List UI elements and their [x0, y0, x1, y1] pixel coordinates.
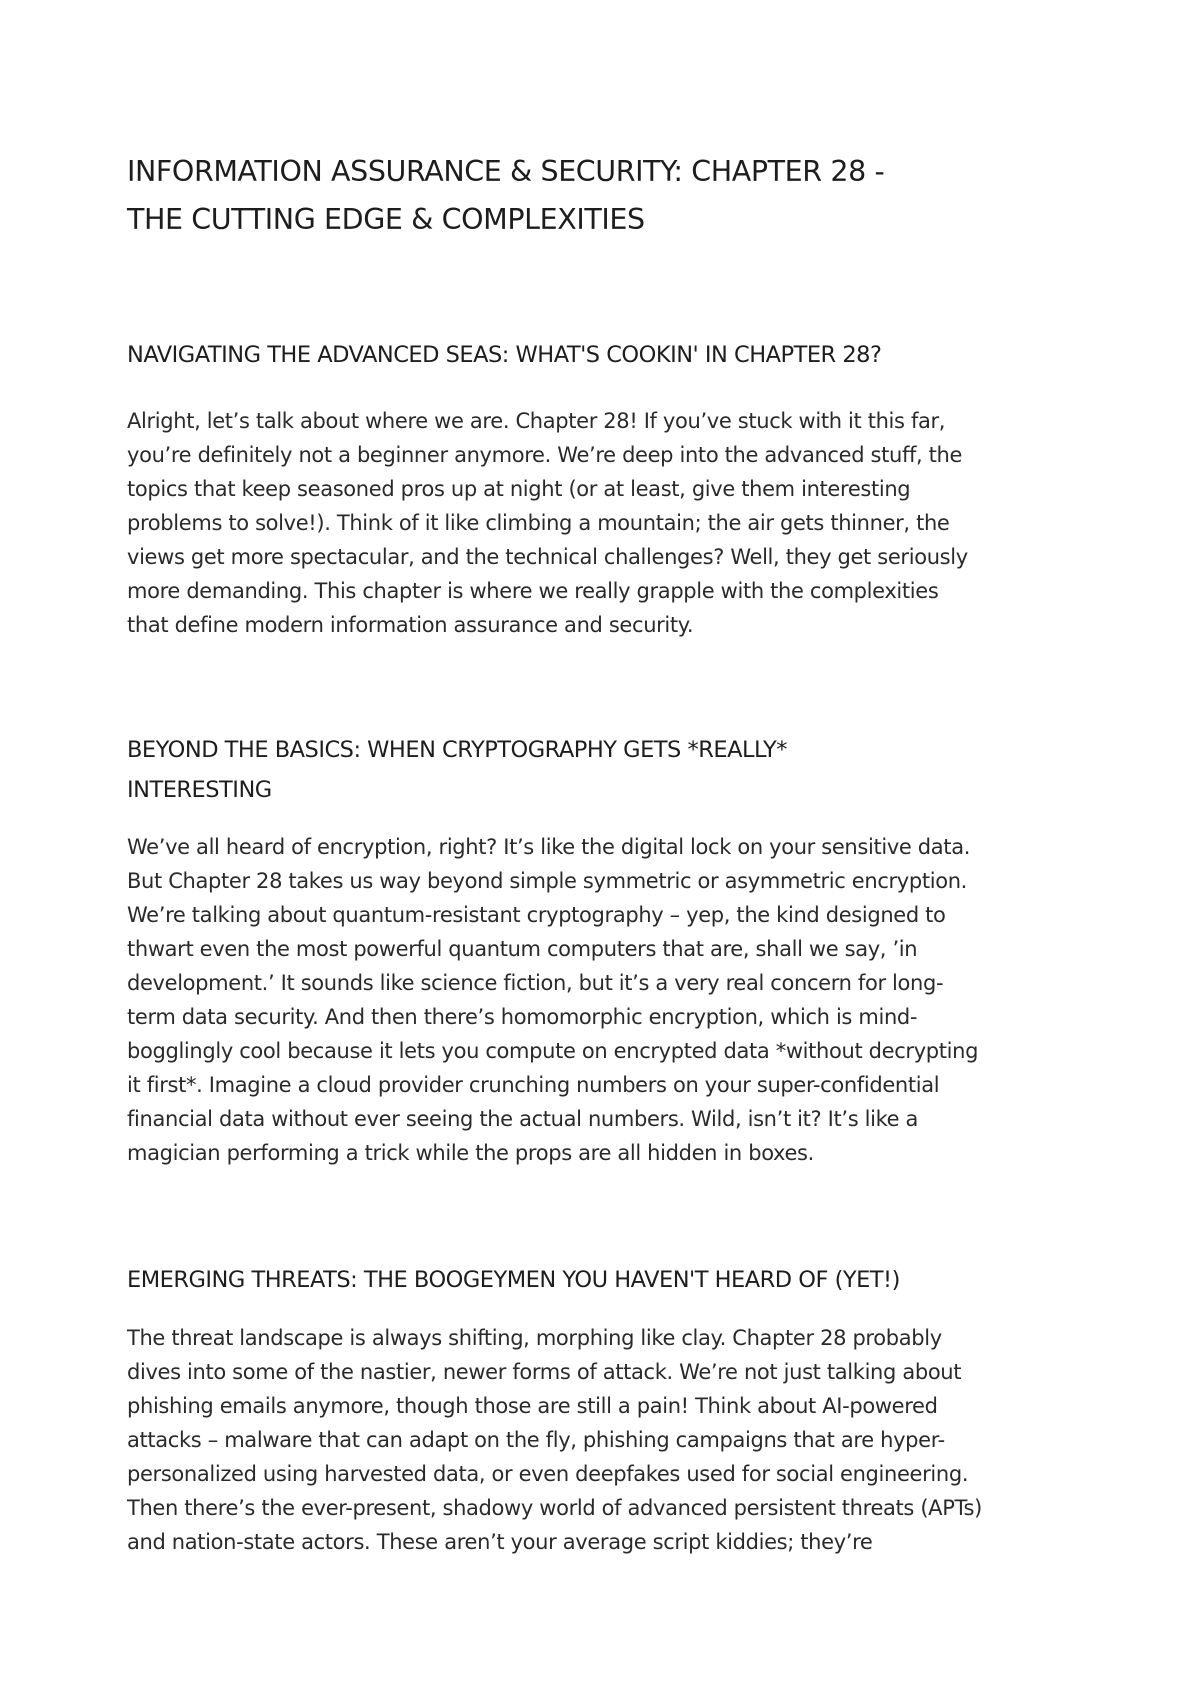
page-title — [127, 148, 1080, 244]
section-heading-line-2: INTERESTING — [127, 777, 272, 803]
paragraph-line: financial data without ever seeing the actual numbers. Wild, isn’t it? It’s like a — [127, 1107, 919, 1131]
paragraph-line: and nation-state actors. These aren’t your average script kiddies; they’re — [127, 1530, 873, 1554]
paragraph-line: problems to solve!). Think of it like climbing a mountain; the air gets thinner, the — [127, 511, 950, 535]
paragraph-line: attacks – malware that can adapt on the fly, phishing campaigns that are hyper- — [127, 1428, 945, 1452]
paragraph-line: more demanding. This chapter is where we really grapple with the complexities — [127, 579, 939, 603]
paragraph-line: dives into some of the nastier, newer forms of attack. We’re not just talking about — [127, 1360, 962, 1384]
paragraph-emerging-threats — [127, 1321, 1080, 1559]
section-heading-emerging-threats: EMERGING THREATS: THE BOOGEYMEN YOU HAVEN'T HEARD OF (YET!) — [127, 1267, 900, 1293]
paragraph-line: We’ve all heard of encryption, right? It’s like the digital lock on your sensitive data. — [127, 835, 971, 859]
paragraph-line: term data security. And then there’s homomorphic encryption, which is mind- — [127, 1005, 918, 1029]
paragraph-line: it first*. Imagine a cloud provider crunching numbers on your super-confidential — [127, 1073, 940, 1097]
paragraph-line: magician performing a trick while the props are all hidden in boxes. — [127, 1141, 814, 1165]
paragraph-line: views get more spectacular, and the technical challenges? Well, they get seriously — [127, 545, 968, 569]
paragraph-line: phishing emails anymore, though those are still a pain! Think about AI-powered — [127, 1394, 938, 1418]
paragraph-line: But Chapter 28 takes us way beyond simple symmetric or asymmetric encryption. — [127, 869, 968, 893]
section-heading-cryptography — [127, 730, 1080, 810]
paragraph-line: that define modern information assurance and security. — [127, 613, 694, 637]
paragraph-line: We’re talking about quantum-resistant cryptography – yep, the kind designed to — [127, 903, 946, 927]
paragraph-navigating — [127, 404, 1080, 642]
paragraph-line: you’re definitely not a beginner anymore. We’re deep into the advanced stuff, the — [127, 443, 963, 467]
paragraph-line: development.’ It sounds like science fiction, but it’s a very real concern for long- — [127, 971, 944, 995]
paragraph-line: The threat landscape is always shifting, morphing like clay. Chapter 28 probably — [127, 1326, 942, 1350]
paragraph-line: topics that keep seasoned pros up at night (or at least, give them interesting — [127, 477, 911, 501]
section-heading-navigating: NAVIGATING THE ADVANCED SEAS: WHAT'S COOKIN' IN CHAPTER 28? — [127, 342, 882, 368]
paragraph-cryptography — [127, 830, 1080, 1170]
paragraph-line: thwart even the most powerful quantum computers that are, shall we say, ’in — [127, 937, 918, 961]
page-title-line-2: THE CUTTING EDGE & COMPLEXITIES — [127, 203, 645, 236]
paragraph-line: personalized using harvested data, or even deepfakes used for social engineering. — [127, 1462, 969, 1486]
paragraph-line: Alright, let’s talk about where we are. Chapter 28! If you’ve stuck with it this far, — [127, 409, 946, 433]
paragraph-line: bogglingly cool because it lets you compute on encrypted data *without decrypting — [127, 1039, 979, 1063]
paragraph-line: Then there’s the ever-present, shadowy world of advanced persistent threats (APTs) — [127, 1496, 982, 1520]
section-heading-line-1: BEYOND THE BASICS: WHEN CRYPTOGRAPHY GETS *REALLY* — [127, 737, 788, 763]
page-title-line-1: INFORMATION ASSURANCE & SECURITY: CHAPTER 28 - — [127, 155, 885, 188]
